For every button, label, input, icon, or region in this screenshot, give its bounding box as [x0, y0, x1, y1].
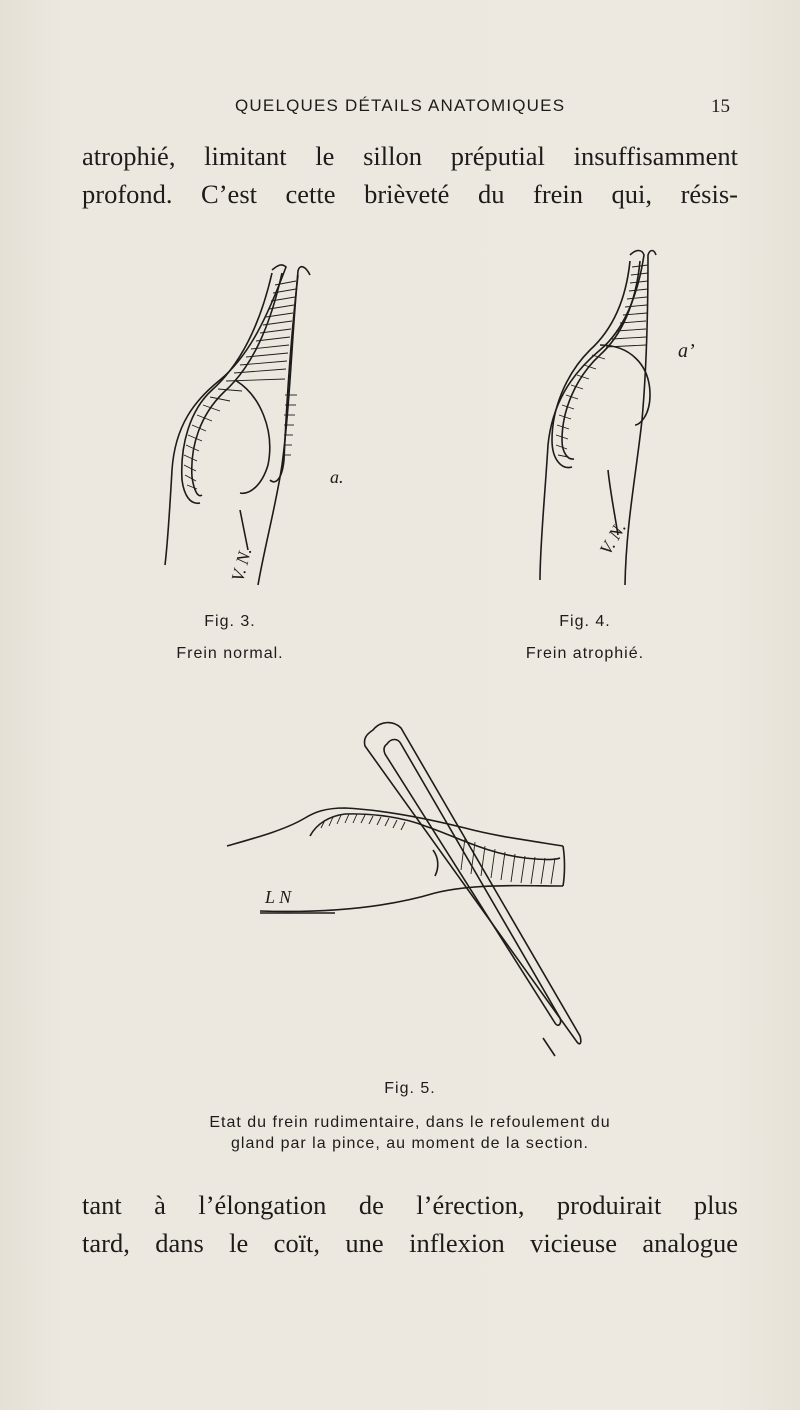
paragraph-line: tant à l’élongation de l’érection, produirait plus: [82, 1190, 738, 1220]
fig3-a-label: a.: [330, 467, 344, 487]
figure-3-caption: [140, 613, 320, 663]
fig3-inner-curve: [235, 380, 270, 493]
paragraph-line: profond. C’est cette brièveté du frein qui, résis-: [82, 179, 738, 209]
figure-4-illustration: [530, 245, 720, 590]
fig4-frenulum-inner: [562, 261, 640, 459]
fig5-lower-contour: [260, 886, 563, 912]
running-head: [80, 96, 730, 120]
paragraph-line: tard, dans le coït, une inflexion vicieuse analogue: [82, 1228, 738, 1258]
top-paragraph: [82, 137, 738, 213]
figure-5-title-line1: Etat du frein rudimentaire, dans le refoulement du: [209, 1114, 611, 1131]
fig5-glans-end: [563, 846, 565, 886]
fig5-forceps-tip: [543, 1038, 555, 1056]
fig4-vessel-label: V. N.: [595, 518, 630, 559]
figure-5-caption: [120, 1080, 700, 1154]
page-number: 15: [711, 96, 730, 117]
figure-4-caption: [495, 613, 675, 663]
figure-3-illustration: [150, 255, 344, 595]
fig3-hatching: [184, 281, 297, 489]
figure-5-number: Fig. 5.: [384, 1080, 436, 1097]
fig5-upper-contour: [227, 808, 563, 846]
fig3-vessel-line: [240, 510, 248, 550]
bottom-paragraph: [82, 1186, 738, 1262]
fig5-frenulum-fold: [310, 814, 425, 836]
running-title: QUELQUES DÉTAILS ANATOMIQUES: [235, 96, 566, 115]
figure-5-title-line2: gland par la pince, au moment de la section.: [231, 1135, 589, 1152]
fig5-vessel-label: L N: [265, 887, 292, 907]
figure-4-number: Fig. 4.: [559, 613, 611, 630]
fig5-inner-bracket: [433, 850, 438, 876]
fig4-outer-right-contour: [625, 251, 656, 586]
paragraph-line: atrophié, limitant le sillon préputial insuffisamment: [82, 141, 738, 171]
fig5-forceps-outer: [364, 723, 580, 1044]
fig4-a-prime-label: a’: [678, 340, 695, 362]
figure-5-illustration: [225, 718, 595, 1063]
figure-4-title: Frein atrophié.: [525, 645, 645, 662]
fig3-shaft-right: [270, 275, 298, 482]
fig3-frenulum-left: [182, 273, 272, 503]
figure-3-number: Fig. 3.: [204, 613, 256, 630]
fig3-vessel-label: V. N.: [227, 545, 256, 584]
fig3-outer-left-contour: [165, 265, 286, 565]
figure-3-title: Frein normal.: [176, 645, 284, 662]
